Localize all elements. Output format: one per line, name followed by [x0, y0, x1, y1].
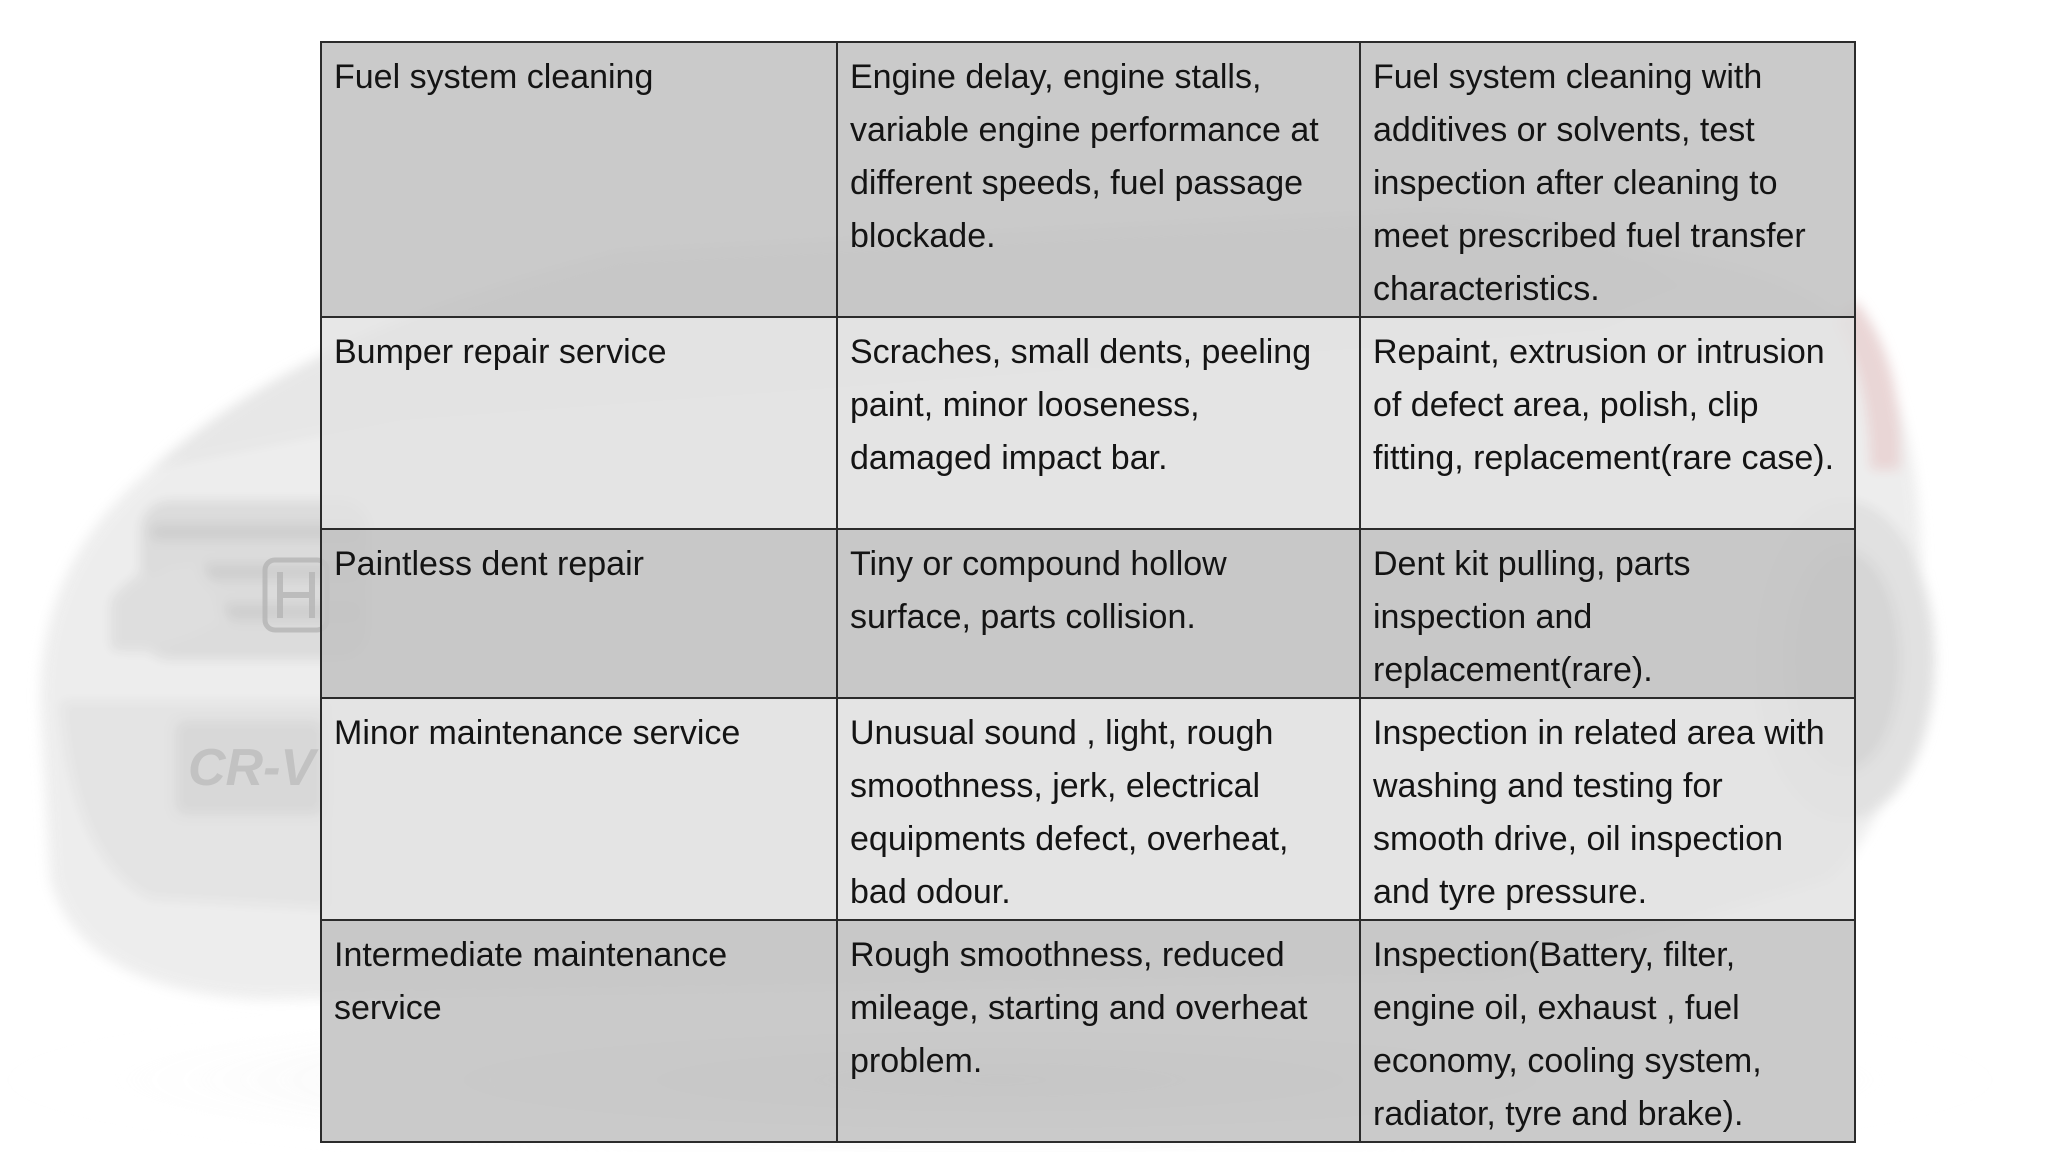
symptoms-cell: Scraches, small dents, peeling paint, minor looseness, damaged impact bar.: [837, 317, 1360, 529]
symptoms-cell: Engine delay, engine stalls, variable engine performance at different speeds, fuel passage blockade.: [837, 42, 1360, 317]
service-name-cell: Intermediate maintenance service: [321, 920, 837, 1142]
table-row: [321, 920, 1855, 1142]
solution-cell: Fuel system cleaning with additives or solvents, test inspection after cleaning to meet prescribed fuel transfer characteristics.: [1360, 42, 1855, 317]
solution-cell: Inspection(Battery, filter, engine oil, exhaust , fuel economy, cooling system, radiator, tyre and brake).: [1360, 920, 1855, 1142]
symptoms-cell: Rough smoothness, reduced mileage, starting and overheat problem.: [837, 920, 1360, 1142]
service-table: [320, 41, 1856, 1143]
solution-cell: Dent kit pulling, parts inspection and replacement(rare).: [1360, 529, 1855, 698]
symptoms-cell: Unusual sound , light, rough smoothness, jerk, electrical equipments defect, overheat, bad odour.: [837, 698, 1360, 920]
service-name-cell: Fuel system cleaning: [321, 42, 837, 317]
service-name-cell: Bumper repair service: [321, 317, 837, 529]
table-row: [321, 42, 1855, 317]
table-row: [321, 317, 1855, 529]
service-name-cell: Minor maintenance service: [321, 698, 837, 920]
symptoms-cell: Tiny or compound hollow surface, parts collision.: [837, 529, 1360, 698]
table-row: [321, 698, 1855, 920]
car-model-badge: CR-V: [188, 739, 316, 797]
solution-cell: Inspection in related area with washing and testing for smooth drive, oil inspection and tyre pressure.: [1360, 698, 1855, 920]
solution-cell: Repaint, extrusion or intrusion of defect area, polish, clip fitting, replacement(rare case).: [1360, 317, 1855, 529]
service-name-cell: Paintless dent repair: [321, 529, 837, 698]
table-row: [321, 529, 1855, 698]
